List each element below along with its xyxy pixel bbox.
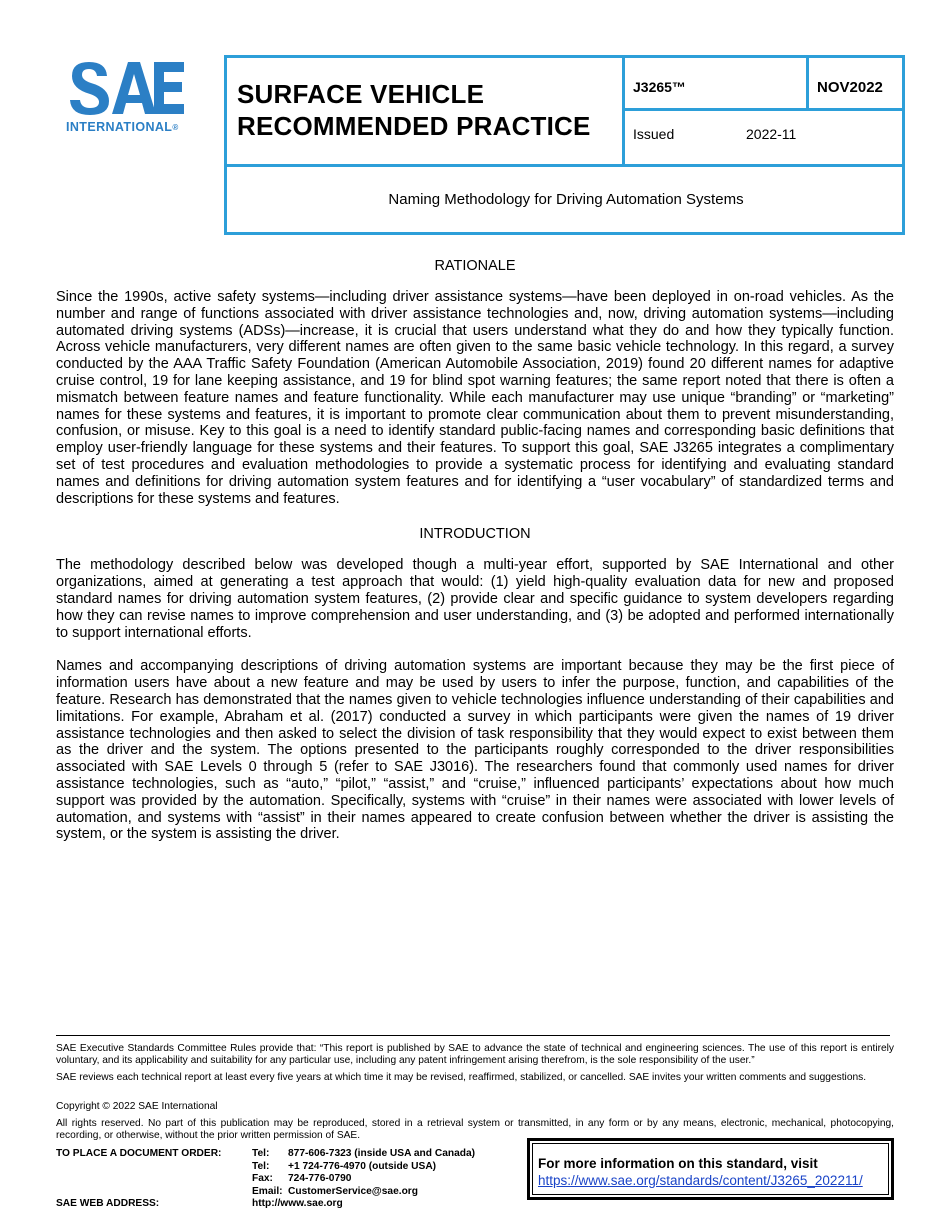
email-link[interactable]: CustomerService@sae.org [288, 1185, 418, 1197]
more-info-inner [532, 1143, 889, 1195]
document-number: J3265™ [633, 79, 686, 95]
contact-value: 724-776-0790 [288, 1173, 352, 1184]
footer-divider [56, 1035, 890, 1036]
rationale-paragraph: Since the 1990s, active safety systems—including driver assistance systems—have been deployed in on-road vehicles. As the number and range of functions associated with driver assistance technologies and, now, driving automation systems—including automated driving systems (ADSs)—increase, it is crucial that users understand what they do and how they typically function. Across vehicle manufacturers, very different names are often given to the same basic vehicle technology. In this regard, a survey conducted by the AAA Traffic Safety Foundation (American Automobile Association, 2019) found 20 different names for adaptive cruise control, 19 for lane keeping assistance, and 19 for blind spot warning features; the same report noted that there is often a mismatch between feature names and feature functionality. While each manufacturer may use unique “branding” or “marketing” names for these systems and features, it is important to promote clear communication about them to prevent misunderstanding, confusion, or misuse. Key to this goal is a need to identify standard public-facing names and corresponding basic definitions that employ user-friendly language for these systems and their features. To support this goal, SAE J3265 integrates a complimentary set of test procedures and evaluation methodologies to provide a systematic process for identifying and evaluating standard names and definitions for driving automation system features and for identifying a “user vocabulary” of standardized terms and descriptions for these systems and features. [56, 289, 894, 507]
more-info-title: For more information on this standard, visit [538, 1156, 818, 1171]
issued-label: Issued [633, 126, 675, 142]
review-text: SAE reviews each technical report at least every five years at which time it may be revised, reaffirmed, stabilized, or cancelled. SAE invites your written comments and suggestions. [56, 1072, 867, 1083]
document-date: NOV2022 [817, 79, 883, 96]
more-info-box [527, 1138, 894, 1200]
introduction-paragraph-1: The methodology described below was developed though a multi-year effort, supported by SAE International and other organizations, aimed at generating a test approach that would: (1) yield high-quality evaluation data for new and proposed standard names for driving automation system features, (2) provide clear and specific guidance to system developers regarding how they can revise names to improve comprehension and user understanding, and (3) be adopted and performed internationally to support international efforts. [56, 557, 894, 641]
document-body [56, 258, 894, 843]
registered-mark: ® [172, 123, 179, 133]
rights-text: All rights reserved. No part of this publication may be reproduced, stored in a retrieval system or transmitted, in any form or by any means, electronic, mechanical, photocopying, recording, or otherwise, without the prior written permission of SAE. [56, 1118, 894, 1141]
sae-logo [66, 58, 196, 138]
logo-subtitle [66, 120, 179, 134]
title-cell [227, 58, 625, 167]
doc-number-cell [625, 58, 809, 111]
title-line-2: RECOMMENDED PRACTICE [237, 111, 591, 141]
contact-value: +1 724-776-4970 (outside USA) [288, 1160, 437, 1172]
web-address-label: SAE WEB ADDRESS: [56, 1198, 160, 1209]
subject-cell [227, 167, 905, 232]
committee-rules-text: SAE Executive Standards Committee Rules provide that: “This report is published by SAE to advance the state of technical and engineering sciences. The use of this report is entirely voluntary, and its applicability and suitability for any particular use, including any patent infringement arising therefrom, is the sole responsibility of the user.” [56, 1043, 894, 1066]
contact-value: 877-606-7323 (inside USA and Canada) [288, 1148, 476, 1159]
document-subject: Naming Methodology for Driving Automation Systems [388, 191, 744, 208]
contact-key: Email: [252, 1185, 283, 1197]
sae-logo-icon [68, 58, 186, 116]
contact-key: Tel: [252, 1148, 270, 1159]
contact-key: Fax: [252, 1173, 273, 1184]
issued-value: 2022-11 [746, 126, 797, 142]
contact-key: Tel: [252, 1160, 270, 1172]
introduction-heading: INTRODUCTION [419, 526, 531, 543]
logo-subtitle-text: INTERNATIONAL [66, 120, 173, 134]
web-address-link[interactable]: http://www.sae.org [252, 1198, 343, 1209]
order-label: TO PLACE A DOCUMENT ORDER: [56, 1148, 222, 1159]
standard-url-link[interactable]: https://www.sae.org/standards/content/J3265_202211/ [538, 1173, 863, 1188]
rationale-heading: RATIONALE [434, 258, 516, 274]
copyright-text: Copyright © 2022 SAE International [56, 1101, 218, 1112]
document-header [224, 55, 905, 235]
document-type-title [237, 78, 591, 142]
title-line-1: SURFACE VEHICLE [237, 79, 485, 109]
doc-date-cell [809, 58, 905, 111]
introduction-paragraph-2: Names and accompanying descriptions of driving automation systems are important because they may be the first piece of information users have about a new feature and may be used by users to infer the purpose, function, and capabilities of the feature. Research has demonstrated that the names given to vehicle technologies influence understanding of their capabilities and limitations. For example, Abraham et al. (2017) conducted a survey in which participants were given the names of 19 driver assistance technologies and then asked to select the division of task responsibility that they would expect to exist between them as the driver and the system. The options presented to the participants roughly corresponded to the driver responsibilities associated with SAE Levels 0 through 5 (refer to SAE J3016). The researchers found that commonly used names for driver assistance technologies, such as “auto,” “pilot,” “assist,” and “cruise,” influenced participants’ expectations about how much support was provided by the automation. Specifically, systems with “cruise” in their names were associated with lower levels of automation, and systems with “assist” in their names appeared to create confusion between whether the driver is assisting the system, or the system is assisting the driver. [56, 658, 894, 843]
issued-cell [625, 111, 905, 167]
